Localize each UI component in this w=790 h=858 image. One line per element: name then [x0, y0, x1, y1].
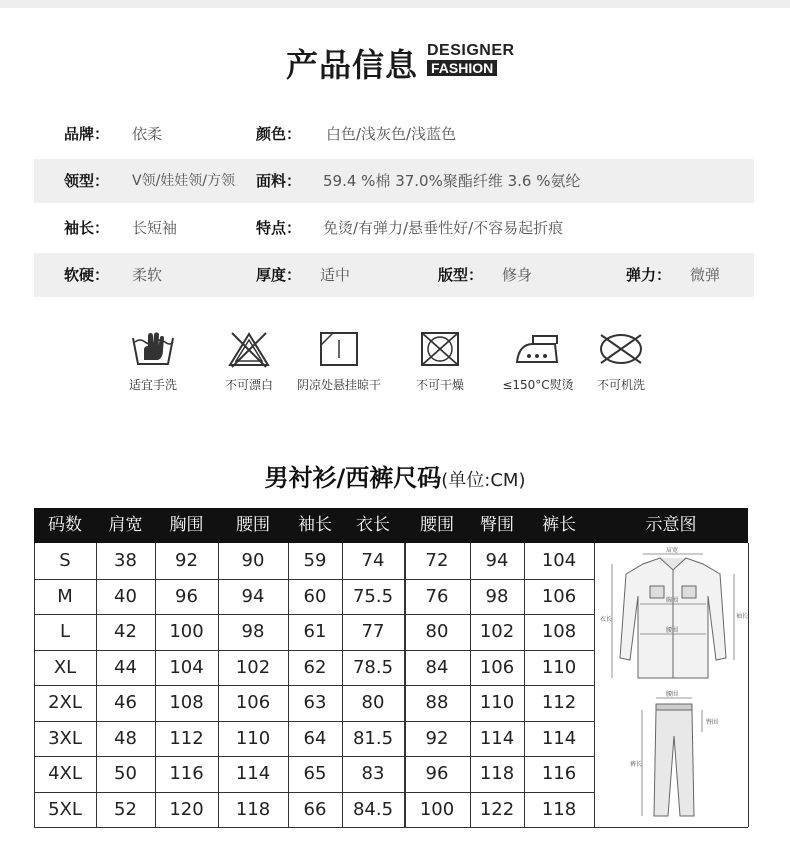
table-cell: 3XL — [48, 727, 82, 749]
shirt-diagram — [620, 558, 726, 678]
header-size: 码数 — [48, 515, 82, 535]
table-cell: 50 — [114, 763, 137, 784]
table-cell: 106 — [235, 692, 271, 713]
size-diagram — [598, 546, 748, 836]
size-title-main: 男衬衫/西裤尺码 — [264, 464, 442, 492]
table-cell: 118 — [235, 798, 271, 820]
table-cell: 92 — [175, 550, 198, 571]
table-cell: 96 — [425, 763, 449, 784]
table-cell: 112 — [169, 727, 204, 749]
table-cell: 118 — [541, 798, 577, 820]
header-diagram: 示意图 — [645, 515, 697, 535]
table-cell: 110 — [235, 727, 271, 749]
table-cell: 80 — [361, 692, 385, 713]
care-label-iron-150: ≤150°C熨烫 — [502, 378, 574, 392]
feature-label: 特点： — [256, 219, 302, 237]
table-cell: 114 — [541, 727, 577, 749]
softness-label: 软硬： — [64, 266, 110, 284]
table-cell: 76 — [425, 585, 449, 607]
brand-label: 品牌： — [64, 125, 110, 143]
header-pants-waist: 腰围 — [420, 515, 454, 535]
table-cell: 90 — [241, 550, 265, 571]
table-cell: 81.5 — [352, 727, 394, 749]
table-cell: 60 — [303, 585, 327, 607]
table-cell: 61 — [303, 621, 327, 642]
fabric-label: 面料： — [256, 172, 302, 190]
size-title-unit: (单位:CM) — [441, 470, 526, 491]
table-cell: XL — [53, 656, 77, 678]
care-no-machine-wash — [566, 330, 676, 393]
table-cell: 106 — [541, 585, 577, 607]
table-cell: 94 — [485, 550, 509, 571]
thickness-label: 厚度： — [256, 266, 302, 284]
hand-wash-icon — [130, 330, 176, 368]
diagram-pants-hip: 臀围 — [706, 719, 719, 726]
table-cell: 88 — [425, 692, 449, 713]
size-table-header — [34, 508, 748, 543]
stretch-value: 微弹 — [690, 266, 721, 284]
table-cell: 4XL — [48, 763, 82, 784]
fabric-value: 59.4 %棉 37.0%聚酯纤维 3.6 %氨纶 — [323, 172, 581, 190]
sleeve-value: 长短袖 — [132, 219, 178, 237]
table-cell: 116 — [541, 763, 577, 784]
table-cell: 110 — [479, 692, 515, 713]
diagram-pants-length: 裤长 — [630, 761, 643, 768]
table-cell: M — [57, 585, 73, 607]
table-cell: 102 — [235, 656, 271, 678]
table-cell: 104 — [169, 656, 204, 678]
care-line-dry-shade — [284, 330, 394, 393]
header-shoulder: 肩宽 — [108, 515, 143, 535]
title-en-fashion: FASHION — [427, 60, 497, 76]
feature-value: 免烫/有弹力/悬垂性好/不容易起折痕 — [323, 219, 564, 237]
table-cell: 63 — [303, 692, 327, 713]
color-value: 白色/浅灰色/浅蓝色 — [326, 125, 457, 143]
table-cell: 108 — [169, 692, 204, 713]
header-pants-length: 裤长 — [542, 515, 576, 535]
header-length: 衣长 — [356, 515, 390, 535]
stretch-label: 弹力： — [626, 266, 672, 284]
fit-label: 版型： — [438, 266, 484, 284]
table-cell: 84.5 — [352, 798, 394, 820]
diagram-shirt-waist: 腰围 — [666, 627, 679, 634]
care-label-line-dry-shade: 阴凉处悬挂晾干 — [296, 378, 381, 392]
table-cell: 83 — [361, 763, 385, 784]
table-cell: 112 — [541, 692, 577, 713]
care-hand-wash — [98, 330, 208, 393]
table-cell: 100 — [169, 621, 204, 642]
table-cell: 100 — [419, 798, 455, 820]
collar-value: V领/娃娃领/方领 — [132, 173, 236, 189]
info-row-collar — [34, 159, 754, 203]
diagram-shirt-sleeve: 袖长 — [736, 613, 748, 620]
fit-value: 修身 — [502, 266, 533, 284]
table-cell: 40 — [114, 585, 137, 607]
table-cell: 92 — [425, 727, 449, 749]
table-cell: 74 — [361, 550, 385, 571]
size-chart-title — [0, 458, 790, 493]
table-cell: 64 — [303, 727, 327, 749]
size-diagram-svg — [598, 546, 748, 836]
table-cell: 102 — [479, 621, 515, 642]
table-cell: 108 — [541, 621, 577, 642]
diagram-shirt-length: 衣长 — [600, 616, 613, 623]
info-row-sleeve — [34, 206, 754, 250]
table-cell: 110 — [541, 656, 577, 678]
diagram-shirt-shoulder: 肩宽 — [666, 547, 679, 554]
care-label-no-bleach: 不可漂白 — [224, 378, 273, 392]
table-cell: 114 — [235, 763, 271, 784]
softness-value: 柔软 — [132, 266, 163, 284]
care-no-tumble-dry — [385, 330, 495, 393]
table-cell: 44 — [114, 656, 137, 678]
no-bleach-icon — [226, 330, 272, 368]
table-cell: S — [59, 550, 71, 571]
header-sleeve: 袖长 — [298, 515, 332, 535]
table-cell: 122 — [479, 798, 515, 820]
thickness-value: 适中 — [320, 266, 351, 284]
collar-label: 领型： — [64, 172, 110, 190]
table-cell: 77 — [361, 621, 385, 642]
diagram-pants-waist: 腰围 — [666, 691, 679, 698]
info-row-brand — [34, 112, 754, 156]
care-label-no-tumble-dry: 不可干燥 — [415, 378, 464, 392]
table-cell: 104 — [541, 550, 577, 571]
header-hip: 臀围 — [480, 515, 514, 535]
no-machine-wash-icon — [596, 330, 646, 368]
table-cell: 84 — [425, 656, 449, 678]
table-cell: 48 — [114, 727, 137, 749]
brand-value: 依柔 — [132, 125, 163, 143]
table-cell: 72 — [425, 550, 449, 571]
table-cell: 46 — [114, 692, 137, 713]
table-cell: 94 — [241, 585, 265, 607]
info-row-softness — [34, 253, 754, 297]
table-cell: 106 — [479, 656, 515, 678]
table-cell: 118 — [479, 763, 515, 784]
table-cell: 42 — [114, 621, 137, 642]
table-col-line — [748, 543, 749, 827]
diagram-shirt-chest: 胸围 — [666, 597, 679, 604]
table-cell: 38 — [114, 550, 137, 571]
title-en-designer: DESIGNER — [427, 42, 515, 59]
top-bar — [0, 0, 790, 8]
table-cell: 62 — [303, 656, 327, 678]
table-cell: 114 — [479, 727, 515, 749]
table-cell: 98 — [485, 585, 509, 607]
table-col-line — [594, 543, 595, 827]
table-cell: 59 — [303, 550, 327, 571]
table-cell: 78.5 — [352, 656, 394, 678]
table-cell: 96 — [175, 585, 198, 607]
header-chest: 胸围 — [169, 515, 204, 535]
care-label-no-machine-wash: 不可机洗 — [596, 378, 645, 392]
table-cell: 80 — [425, 621, 449, 642]
line-dry-shade-icon — [316, 330, 362, 368]
color-label: 颜色： — [256, 125, 302, 143]
table-cell: 116 — [169, 763, 204, 784]
sleeve-label: 袖长： — [64, 219, 110, 237]
table-cell: 5XL — [48, 798, 82, 820]
table-cell: 52 — [114, 798, 137, 820]
table-cell: 120 — [169, 798, 204, 820]
no-tumble-dry-icon — [417, 330, 463, 368]
table-cell: 66 — [303, 798, 327, 820]
iron-150-icon — [513, 330, 563, 368]
pants-diagram — [654, 704, 694, 816]
table-cell: L — [59, 621, 71, 642]
table-cell: 75.5 — [352, 585, 394, 607]
title-cn: 产品信息 — [286, 46, 419, 84]
table-cell: 98 — [241, 621, 265, 642]
table-cell: 65 — [303, 763, 327, 784]
header-waist: 腰围 — [236, 515, 270, 535]
care-label-hand-wash: 适宜手洗 — [128, 378, 177, 392]
table-cell: 2XL — [48, 692, 82, 713]
